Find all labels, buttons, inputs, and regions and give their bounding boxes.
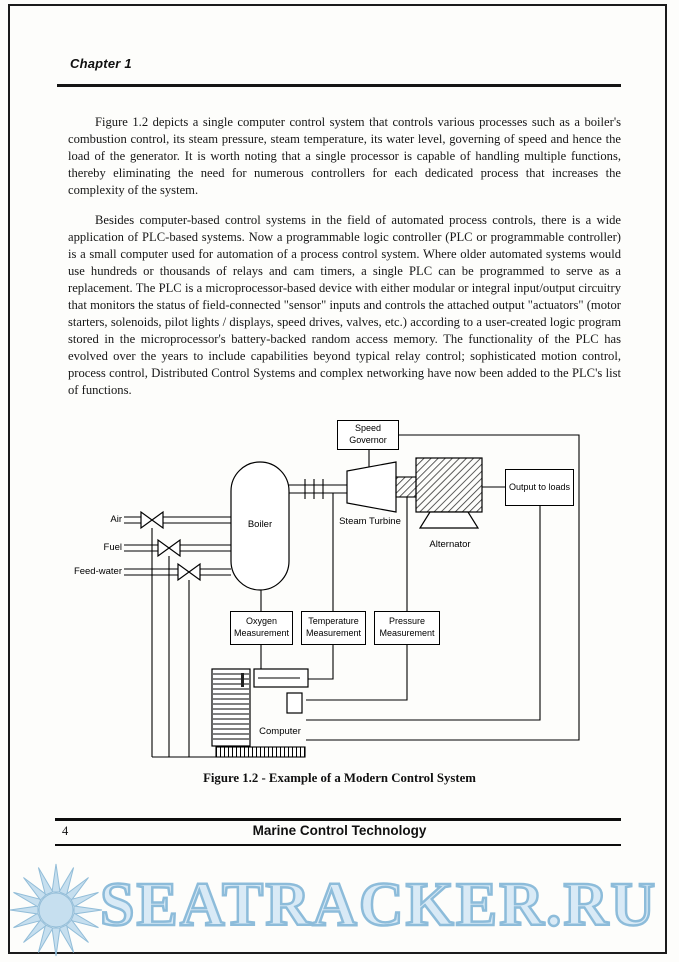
paragraph-1: Figure 1.2 depicts a single computer control system that controls various processes such as a boiler's combustion control, its steam pressure, steam temperature, its water level, governing of speed and hence the load of the generator. It is worth noting that a single processor is capable of handling multiple functions, thereby eliminating the need for numerous controllers for each dedicated process that increases the complexity of the system. [68,115,621,197]
sun-logo-icon [6,862,106,962]
alternator-shape [416,458,482,512]
air-valve-icon [141,512,163,528]
footer-rule-bottom [55,844,621,846]
footer-rule-top [55,818,621,821]
shaft-shape [396,477,416,497]
output-to-loads-box: Output to loads [505,469,574,506]
computer-label: Computer [259,726,301,737]
oxygen-measurement-box: Oxygen Measurement [230,611,293,645]
alternator-label: Alternator [429,539,471,550]
header-rule [57,84,621,87]
page-number: 4 [62,824,69,838]
fuel-label: Fuel [103,542,122,553]
computer-connector-shape [216,747,305,757]
paragraph-2: Besides computer-based control systems in the field of automated process controls, there is a wide application of PLC-based systems. Now a programmable logic controller (PLC or programmable controller) is a small computer used for automation of a process control system. Where older automated systems would use hundreds or thousands of relays and cam timers, a single PLC can be programmed to serve as a replacement. The PLC is a microprocessor-based device with either modular or integral input/output circuitry that monitors the status of field-connected "sensor" inputs and controls the attached output "actuators" (motor starters, solenoids, pilot lights / displays, speed drives, valves, etc.) according to a user-created logic program stored in the microprocessor's battery-backed random access memory. The functionality of the PLC has evolved over the years to include capabilities beyond typical relay control; sophisticated motion control, process control, Distributed Control Systems and complex networking have now been added to the PLC's list of functions. [68,213,621,397]
watermark-text: SEATRACKER.RU [100,871,658,939]
alternator-stand-shape [420,512,478,528]
boiler-label: Boiler [247,519,273,530]
diagram-canvas [0,415,679,767]
computer-illustration [212,669,308,757]
footer-title: Marine Control Technology [252,823,427,838]
chapter-heading: Chapter 1 [70,56,132,71]
feed-water-valve-icon [178,564,200,580]
steam-turbine-label: Steam Turbine [339,516,401,527]
pressure-measurement-box: Pressure Measurement [374,611,440,645]
steam-turbine-shape [347,462,396,512]
fuel-valve-icon [158,540,180,556]
figure-diagram [0,415,679,767]
air-label: Air [110,514,122,525]
figure-caption: Figure 1.2 - Example of a Modern Control System [203,771,476,785]
speed-governor-box: Speed Governor [337,420,399,450]
watermark [0,860,679,962]
feed-water-label: Feed-water [73,566,122,577]
temperature-measurement-box: Temperature Measurement [301,611,366,645]
